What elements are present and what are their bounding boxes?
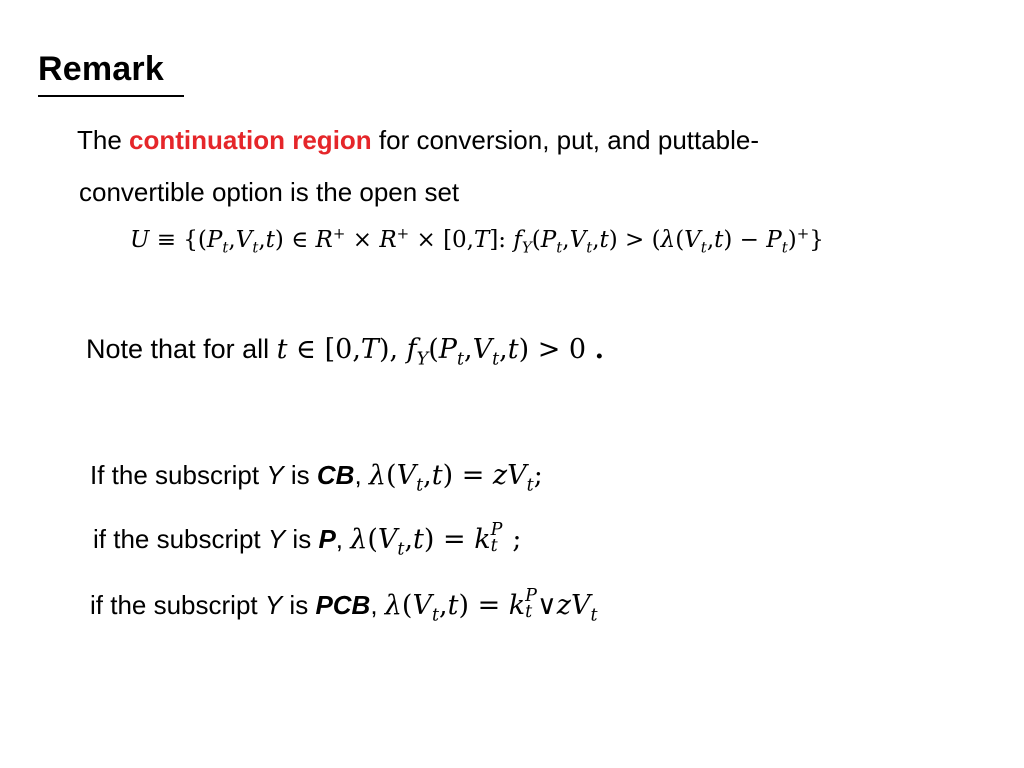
title-underline: [38, 95, 184, 97]
case-lead: If the subscript: [90, 460, 267, 490]
paragraph-suffix: for conversion, put, and puttable-: [371, 125, 760, 155]
case-label: CB: [316, 460, 355, 490]
set-equation: [130, 224, 824, 256]
case-lead: if the subscript: [93, 524, 268, 554]
case-sep: ,: [370, 590, 385, 620]
note-line: [86, 334, 604, 369]
case-formula: $\lambda(V_t,t) = k$ P t ;: [350, 519, 522, 560]
case-formula: $\lambda(V_t,t) = zV_t$;: [368, 460, 543, 496]
case-var: Y: [266, 460, 284, 490]
case-p: [93, 519, 522, 560]
case-mid: is: [285, 524, 319, 554]
case-cb: [90, 460, 543, 495]
paragraph-prefix: The: [77, 125, 130, 155]
note-text: Note that for all: [86, 334, 277, 364]
case-label: P: [318, 524, 336, 554]
case-mid: is: [283, 460, 317, 490]
case-lead: if the subscript: [90, 590, 265, 620]
set-equation-render: $U \equiv \{(P_t,V_t,t)$ ∈ R+ × R+ × [0,T]: $f_Y(P_t,V_t,t) > (\lambda(V_t,t) - P_t)^+$}: [130, 224, 824, 257]
highlighted-term: continuation region: [129, 125, 372, 155]
case-sep: ,: [335, 524, 351, 554]
slide-title: Remark: [38, 50, 164, 88]
case-var: Y: [267, 524, 286, 554]
case-label: PCB: [315, 590, 371, 620]
case-formula: $\lambda(V_t,t) = k$ P t $\vee zV_t$: [384, 585, 598, 626]
case-pcb: [90, 585, 598, 626]
note-math: t ∈ [0,T), $f_Y(P_t,V_t,t) > 0$ .: [276, 334, 605, 370]
paragraph-line-2: convertible option is the open set: [79, 177, 460, 207]
definition-paragraph: [77, 114, 957, 218]
case-var: Y: [264, 590, 283, 620]
case-mid: is: [282, 590, 316, 620]
case-sep: ,: [354, 460, 369, 490]
